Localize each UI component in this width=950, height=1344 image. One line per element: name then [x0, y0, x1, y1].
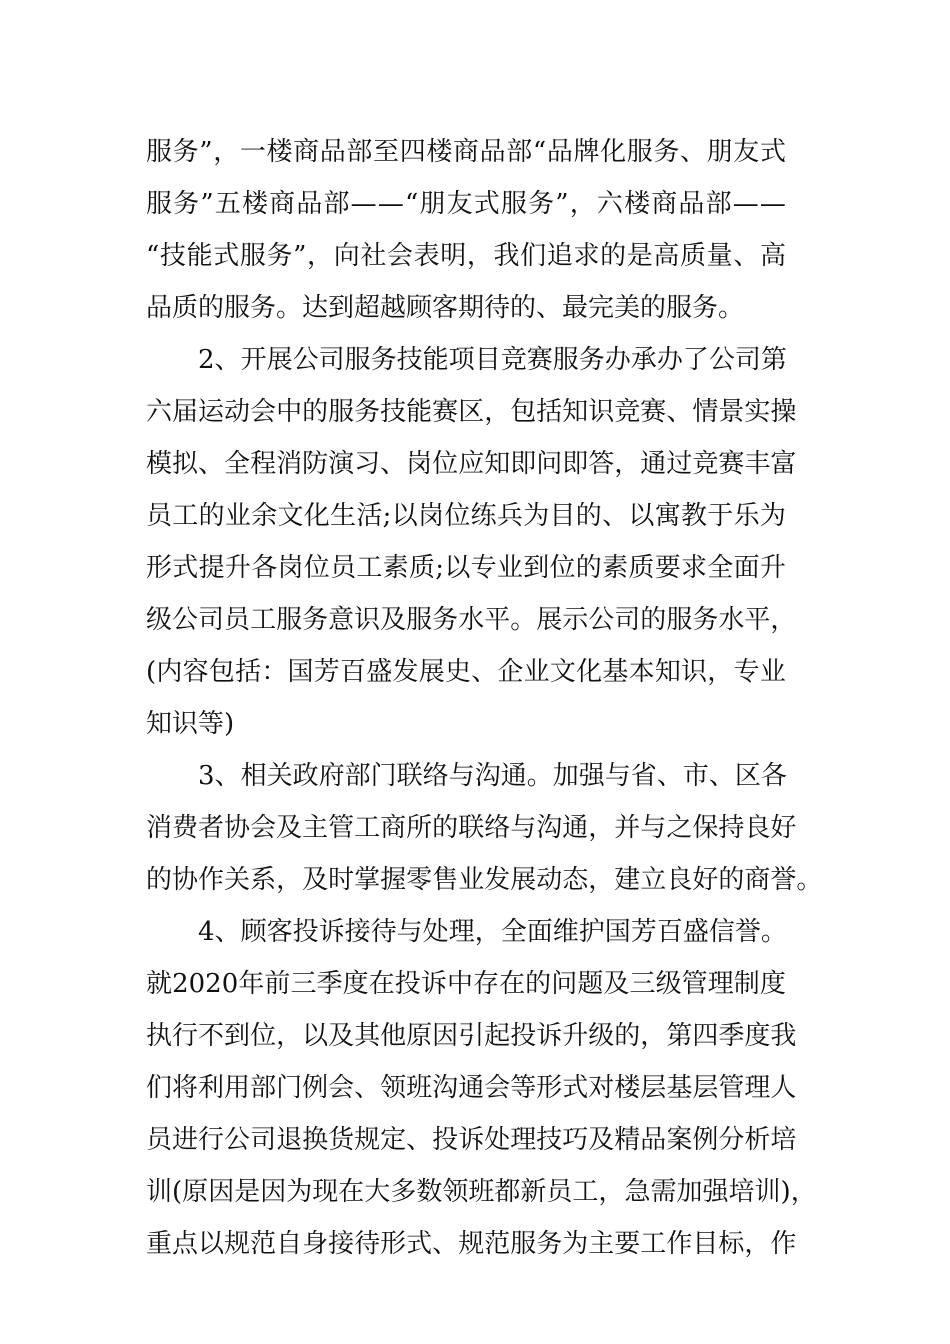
text-line: 执 行 不 到 位 ， 以 及 其 他 原 因 引 起 投 诉 升 级 的 ， 第 四 季 度 我: [146, 1021, 797, 1051]
text-line: 员 进 行 公 司 退 换 货 规 定 、 投 诉 处 理 技 巧 及 精 品 案 例 分 析 培: [146, 1125, 797, 1155]
text-line: 服 务 ” ， 一 楼 商 品 部 至 四 楼 商 品 部 “ 品 牌 化 服 务 、 朋 友 式: [146, 137, 786, 167]
text-line: 级 公 司 员 工 服 务 意 识 及 服 务 水 平 。 展 示 公 司 的 服 务 水 平 ，: [146, 605, 797, 635]
text-line: 模 拟 、 全 程 消 防 演 习 、 岗 位 应 知 即 问 即 答 ， 通 过 竞 赛 丰 富: [146, 449, 797, 479]
text-line: 六 届 运 动 会 中 的 服 务 技 能 赛 区 ， 包 括 知 识 竞 赛 、 情 景 实 操: [146, 397, 797, 427]
text-line: ( 内 容 包 括 ： 国 芳 百 盛 发 展 史 、 企 业 文 化 基 本 知 识 ， 专 业: [146, 657, 786, 687]
text-line: 知识等): [146, 709, 235, 739]
text-line: 就 2020 年 前 三 季 度 在 投 诉 中 存 在 的 问 题 及 三 级 管 理 制 度: [146, 969, 786, 999]
text-line: 3 、 相 关 政 府 部 门 联 络 与 沟 通 。 加 强 与 省 、 市 、 区 各: [198, 761, 787, 791]
text-line: 重 点 以 规 范 自 身 接 待 形 式 、 规 范 服 务 为 主 要 工 作 目 标 ， 作: [146, 1229, 797, 1259]
text-line: 的 协 作 关 系 ， 及 时 掌 握 零 售 业 发 展 动 态 ， 建 立 良 好 的 商 誉 。: [146, 865, 823, 895]
text-line: 品质的服务。达到超越顾客期待的、最完美的服务。: [146, 293, 745, 323]
text-line: 4 、 顾 客 投 诉 接 待 与 处 理 ， 全 面 维 护 国 芳 百 盛 信 誉 。: [198, 917, 787, 947]
text-line: 服 务 ” 五 楼 商 品 部 — — “ 朋 友 式 服 务 ” ， 六 楼 商 品 部 — —: [146, 189, 786, 219]
text-line: 员 工 的 业 余 文 化 生 活 ; 以 岗 位 练 兵 为 目 的 、 以 寓 教 于 乐 为: [146, 501, 786, 531]
text-line: 们 将 利 用 部 门 例 会 、 领 班 沟 通 会 等 形 式 对 楼 层 基 层 管 理 人: [146, 1073, 797, 1103]
text-line: “ 技 能 式 服 务 ” ， 向 社 会 表 明 ， 我 们 追 求 的 是 高 质 量 、 高: [146, 241, 786, 271]
text-line: 消 费 者 协 会 及 主 管 工 商 所 的 联 络 与 沟 通 ， 并 与 之 保 持 良 好: [146, 813, 797, 843]
text-line: 形 式 提 升 各 岗 位 员 工 素 质 ; 以 专 业 到 位 的 素 质 要 求 全 面 升: [146, 553, 786, 583]
document-body: [146, 126, 823, 1270]
text-line: 训 ( 原 因 是 因 为 现 在 大 多 数 领 班 都 新 员 工 ， 急 需 加 强 培 训 ) ，: [146, 1177, 817, 1207]
text-line: 2 、 开 展 公 司 服 务 技 能 项 目 竞 赛 服 务 办 承 办 了 公 司 第: [198, 345, 787, 375]
